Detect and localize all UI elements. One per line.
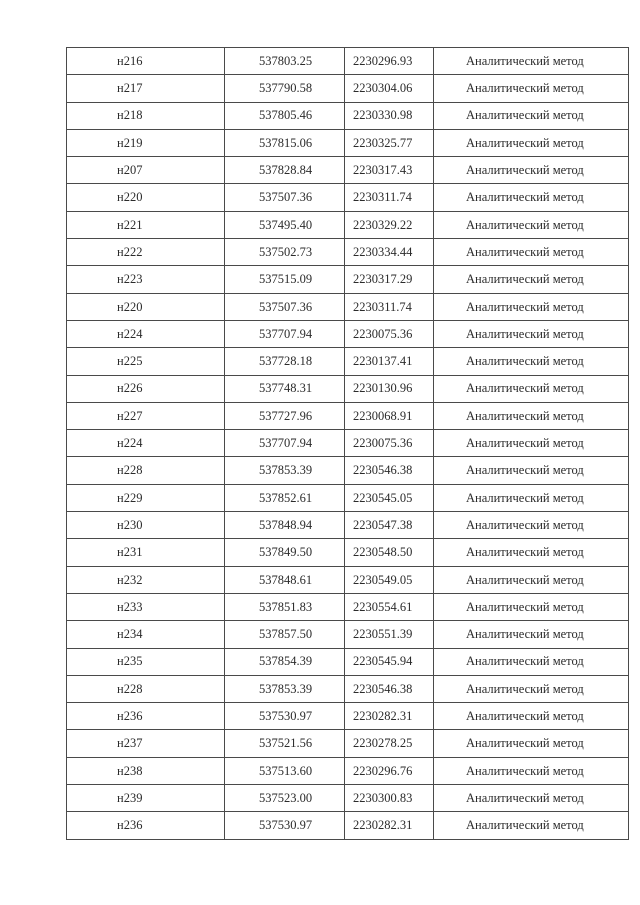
y-coordinate-cell: 2230311.74 bbox=[345, 184, 434, 211]
x-coordinate-cell: 537530.97 bbox=[225, 703, 345, 730]
point-number-cell: н221 bbox=[67, 211, 225, 238]
y-coordinate-cell: 2230296.76 bbox=[345, 757, 434, 784]
method-cell: Аналитический метод bbox=[434, 703, 629, 730]
table-row bbox=[67, 348, 629, 375]
y-coordinate-cell: 2230282.31 bbox=[345, 703, 434, 730]
x-coordinate-cell: 537507.36 bbox=[225, 293, 345, 320]
method-cell: Аналитический метод bbox=[434, 157, 629, 184]
point-number-cell: н217 bbox=[67, 75, 225, 102]
method-cell: Аналитический метод bbox=[434, 102, 629, 129]
y-coordinate-cell: 2230545.94 bbox=[345, 648, 434, 675]
table-row bbox=[67, 266, 629, 293]
y-coordinate-cell: 2230551.39 bbox=[345, 621, 434, 648]
method-cell: Аналитический метод bbox=[434, 129, 629, 156]
coordinates-table-body bbox=[67, 48, 629, 840]
y-coordinate-cell: 2230130.96 bbox=[345, 375, 434, 402]
method-cell: Аналитический метод bbox=[434, 730, 629, 757]
method-cell: Аналитический метод bbox=[434, 593, 629, 620]
point-number-cell: н233 bbox=[67, 593, 225, 620]
x-coordinate-cell: 537495.40 bbox=[225, 211, 345, 238]
table-row bbox=[67, 785, 629, 812]
method-cell: Аналитический метод bbox=[434, 184, 629, 211]
x-coordinate-cell: 537728.18 bbox=[225, 348, 345, 375]
method-cell: Аналитический метод bbox=[434, 348, 629, 375]
point-number-cell: н230 bbox=[67, 512, 225, 539]
method-cell: Аналитический метод bbox=[434, 539, 629, 566]
method-cell: Аналитический метод bbox=[434, 457, 629, 484]
y-coordinate-cell: 2230546.38 bbox=[345, 457, 434, 484]
x-coordinate-cell: 537513.60 bbox=[225, 757, 345, 784]
table-row bbox=[67, 239, 629, 266]
x-coordinate-cell: 537502.73 bbox=[225, 239, 345, 266]
method-cell: Аналитический метод bbox=[434, 75, 629, 102]
coordinates-table bbox=[66, 47, 629, 840]
method-cell: Аналитический метод bbox=[434, 512, 629, 539]
x-coordinate-cell: 537748.31 bbox=[225, 375, 345, 402]
table-row bbox=[67, 539, 629, 566]
point-number-cell: н220 bbox=[67, 184, 225, 211]
x-coordinate-cell: 537727.96 bbox=[225, 402, 345, 429]
x-coordinate-cell: 537815.06 bbox=[225, 129, 345, 156]
point-number-cell: н226 bbox=[67, 375, 225, 402]
table-row bbox=[67, 566, 629, 593]
table-row bbox=[67, 593, 629, 620]
x-coordinate-cell: 537857.50 bbox=[225, 621, 345, 648]
y-coordinate-cell: 2230068.91 bbox=[345, 402, 434, 429]
x-coordinate-cell: 537707.94 bbox=[225, 430, 345, 457]
table-row bbox=[67, 129, 629, 156]
table-row bbox=[67, 757, 629, 784]
method-cell: Аналитический метод bbox=[434, 402, 629, 429]
table-row bbox=[67, 102, 629, 129]
x-coordinate-cell: 537790.58 bbox=[225, 75, 345, 102]
x-coordinate-cell: 537849.50 bbox=[225, 539, 345, 566]
y-coordinate-cell: 2230317.43 bbox=[345, 157, 434, 184]
table-row bbox=[67, 402, 629, 429]
x-coordinate-cell: 537854.39 bbox=[225, 648, 345, 675]
method-cell: Аналитический метод bbox=[434, 484, 629, 511]
point-number-cell: н235 bbox=[67, 648, 225, 675]
table-row bbox=[67, 730, 629, 757]
x-coordinate-cell: 537515.09 bbox=[225, 266, 345, 293]
point-number-cell: н228 bbox=[67, 457, 225, 484]
table-row bbox=[67, 293, 629, 320]
y-coordinate-cell: 2230549.05 bbox=[345, 566, 434, 593]
x-coordinate-cell: 537828.84 bbox=[225, 157, 345, 184]
table-row bbox=[67, 512, 629, 539]
point-number-cell: н229 bbox=[67, 484, 225, 511]
point-number-cell: н218 bbox=[67, 102, 225, 129]
point-number-cell: н219 bbox=[67, 129, 225, 156]
y-coordinate-cell: 2230325.77 bbox=[345, 129, 434, 156]
x-coordinate-cell: 537848.94 bbox=[225, 512, 345, 539]
x-coordinate-cell: 537805.46 bbox=[225, 102, 345, 129]
point-number-cell: н225 bbox=[67, 348, 225, 375]
x-coordinate-cell: 537853.39 bbox=[225, 457, 345, 484]
y-coordinate-cell: 2230282.31 bbox=[345, 812, 434, 839]
y-coordinate-cell: 2230278.25 bbox=[345, 730, 434, 757]
method-cell: Аналитический метод bbox=[434, 757, 629, 784]
x-coordinate-cell: 537853.39 bbox=[225, 675, 345, 702]
table-row bbox=[67, 157, 629, 184]
table-row bbox=[67, 484, 629, 511]
method-cell: Аналитический метод bbox=[434, 812, 629, 839]
point-number-cell: н232 bbox=[67, 566, 225, 593]
method-cell: Аналитический метод bbox=[434, 675, 629, 702]
table-row bbox=[67, 621, 629, 648]
x-coordinate-cell: 537523.00 bbox=[225, 785, 345, 812]
y-coordinate-cell: 2230311.74 bbox=[345, 293, 434, 320]
y-coordinate-cell: 2230304.06 bbox=[345, 75, 434, 102]
table-row bbox=[67, 75, 629, 102]
y-coordinate-cell: 2230545.05 bbox=[345, 484, 434, 511]
y-coordinate-cell: 2230546.38 bbox=[345, 675, 434, 702]
table-row bbox=[67, 648, 629, 675]
x-coordinate-cell: 537507.36 bbox=[225, 184, 345, 211]
x-coordinate-cell: 537530.97 bbox=[225, 812, 345, 839]
x-coordinate-cell: 537707.94 bbox=[225, 320, 345, 347]
point-number-cell: н236 bbox=[67, 703, 225, 730]
y-coordinate-cell: 2230075.36 bbox=[345, 320, 434, 347]
point-number-cell: н236 bbox=[67, 812, 225, 839]
x-coordinate-cell: 537848.61 bbox=[225, 566, 345, 593]
point-number-cell: н237 bbox=[67, 730, 225, 757]
table-row bbox=[67, 457, 629, 484]
point-number-cell: н216 bbox=[67, 48, 225, 75]
point-number-cell: н234 bbox=[67, 621, 225, 648]
y-coordinate-cell: 2230296.93 bbox=[345, 48, 434, 75]
method-cell: Аналитический метод bbox=[434, 239, 629, 266]
point-number-cell: н222 bbox=[67, 239, 225, 266]
table-row bbox=[67, 812, 629, 839]
y-coordinate-cell: 2230137.41 bbox=[345, 348, 434, 375]
method-cell: Аналитический метод bbox=[434, 266, 629, 293]
method-cell: Аналитический метод bbox=[434, 293, 629, 320]
point-number-cell: н207 bbox=[67, 157, 225, 184]
method-cell: Аналитический метод bbox=[434, 785, 629, 812]
table-row bbox=[67, 675, 629, 702]
x-coordinate-cell: 537803.25 bbox=[225, 48, 345, 75]
point-number-cell: н228 bbox=[67, 675, 225, 702]
method-cell: Аналитический метод bbox=[434, 566, 629, 593]
table-row bbox=[67, 184, 629, 211]
point-number-cell: н223 bbox=[67, 266, 225, 293]
point-number-cell: н224 bbox=[67, 430, 225, 457]
point-number-cell: н239 bbox=[67, 785, 225, 812]
table-row bbox=[67, 703, 629, 730]
point-number-cell: н224 bbox=[67, 320, 225, 347]
table-row bbox=[67, 48, 629, 75]
point-number-cell: н220 bbox=[67, 293, 225, 320]
table-row bbox=[67, 320, 629, 347]
point-number-cell: н227 bbox=[67, 402, 225, 429]
y-coordinate-cell: 2230330.98 bbox=[345, 102, 434, 129]
x-coordinate-cell: 537851.83 bbox=[225, 593, 345, 620]
method-cell: Аналитический метод bbox=[434, 375, 629, 402]
y-coordinate-cell: 2230554.61 bbox=[345, 593, 434, 620]
point-number-cell: н238 bbox=[67, 757, 225, 784]
y-coordinate-cell: 2230334.44 bbox=[345, 239, 434, 266]
point-number-cell: н231 bbox=[67, 539, 225, 566]
y-coordinate-cell: 2230317.29 bbox=[345, 266, 434, 293]
table-row bbox=[67, 430, 629, 457]
y-coordinate-cell: 2230075.36 bbox=[345, 430, 434, 457]
x-coordinate-cell: 537852.61 bbox=[225, 484, 345, 511]
method-cell: Аналитический метод bbox=[434, 320, 629, 347]
method-cell: Аналитический метод bbox=[434, 648, 629, 675]
method-cell: Аналитический метод bbox=[434, 211, 629, 238]
x-coordinate-cell: 537521.56 bbox=[225, 730, 345, 757]
y-coordinate-cell: 2230329.22 bbox=[345, 211, 434, 238]
method-cell: Аналитический метод bbox=[434, 621, 629, 648]
y-coordinate-cell: 2230547.38 bbox=[345, 512, 434, 539]
table-row bbox=[67, 375, 629, 402]
table-row bbox=[67, 211, 629, 238]
method-cell: Аналитический метод bbox=[434, 48, 629, 75]
y-coordinate-cell: 2230300.83 bbox=[345, 785, 434, 812]
y-coordinate-cell: 2230548.50 bbox=[345, 539, 434, 566]
method-cell: Аналитический метод bbox=[434, 430, 629, 457]
